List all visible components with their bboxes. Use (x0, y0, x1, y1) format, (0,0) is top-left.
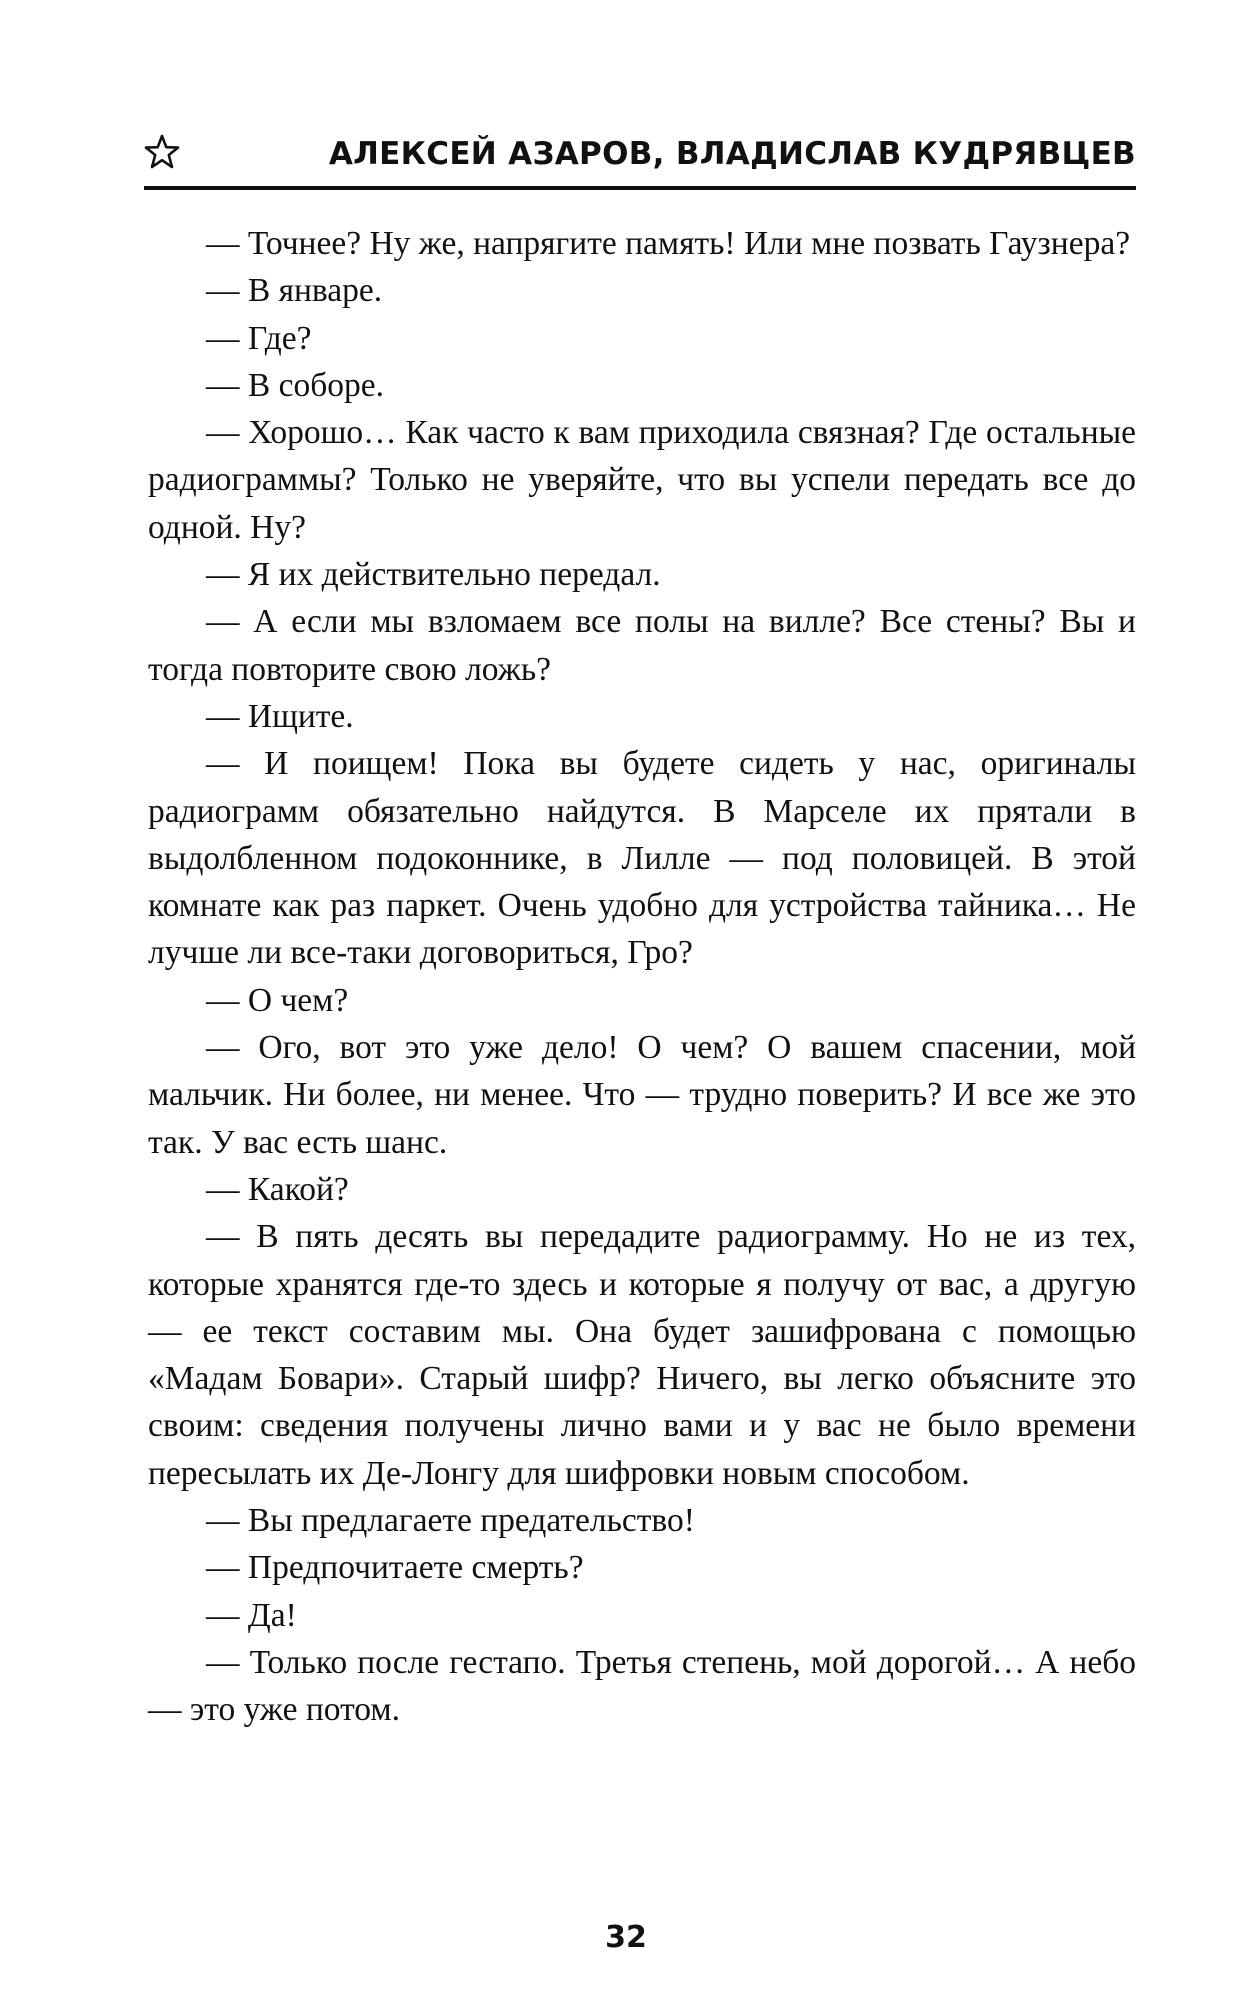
paragraph: — О чем? (206, 981, 349, 1019)
paragraph: — Точнее? Ну же, напрягите память! Или мне позвать Гаузнера? (206, 225, 1131, 262)
paragraph: — В пять десять вы передадите радиограмму. Но не из тех, которые хранятся где-то здесь и которые я получу от вас, а другую — ее текст составим мы. Она будет зашифрована с помощью «Мадам Бовари». Старый шифр? Ничего, вы легко объясните это своим: сведения получены лично вами и у вас не было времени пересылать их Де-Лонгу для шифровки новым способом. (148, 1218, 1136, 1492)
paragraph: — Вы предлагаете предательство! (206, 1502, 695, 1540)
paragraph: — А если мы взломаем все полы на вилле? Все стены? Вы и тогда повторите свою ложь? (148, 603, 1136, 688)
paragraph: — Только после гестапо. Третья степень, мой дорогой… А небо — это уже потом. (148, 1643, 1136, 1729)
paragraph: — Предпочитаете смерть? (206, 1549, 584, 1587)
paragraph: — Какой? (206, 1170, 349, 1208)
paragraph: — В соборе. (206, 366, 385, 404)
running-head (144, 132, 1136, 190)
page-number: 32 (605, 1920, 647, 1955)
paragraph: — Ого, вот это уже дело! О чем? О вашем спасении, мой мальчик. Ни более, ни менее. Что — трудно поверить? И все же это так. У вас есть шанс. (148, 1029, 1136, 1161)
paragraph: — Ищите. (206, 697, 354, 735)
paragraph: — Где? (206, 319, 312, 357)
paragraph: — Я их действительно передал. (206, 556, 661, 594)
paragraph: — В январе. (206, 272, 383, 310)
body-text (148, 220, 1136, 1734)
star-icon (144, 134, 180, 170)
paragraph: — Да! (206, 1596, 297, 1634)
paragraph: — И поищем! Пока вы будете сидеть у нас, оригиналы радиограмм обязательно найдутся. В Марселе их прятали в выдолбленном подоконнике, в Лилле — под половицей. В этой комнате как раз паркет. Очень удобно для устройства тайника… Не лучше ли все-таки договориться, Гро? (148, 745, 1136, 972)
paragraph: — Хорошо… Как часто к вам приходила связная? Где остальные радиограммы? Только не уверяйте, что вы успели передать все до одной. Ну? (148, 414, 1136, 546)
author-line: АЛЕКСЕЙ АЗАРОВ, ВЛАДИСЛАВ КУДРЯВЦЕВ (328, 136, 1136, 172)
